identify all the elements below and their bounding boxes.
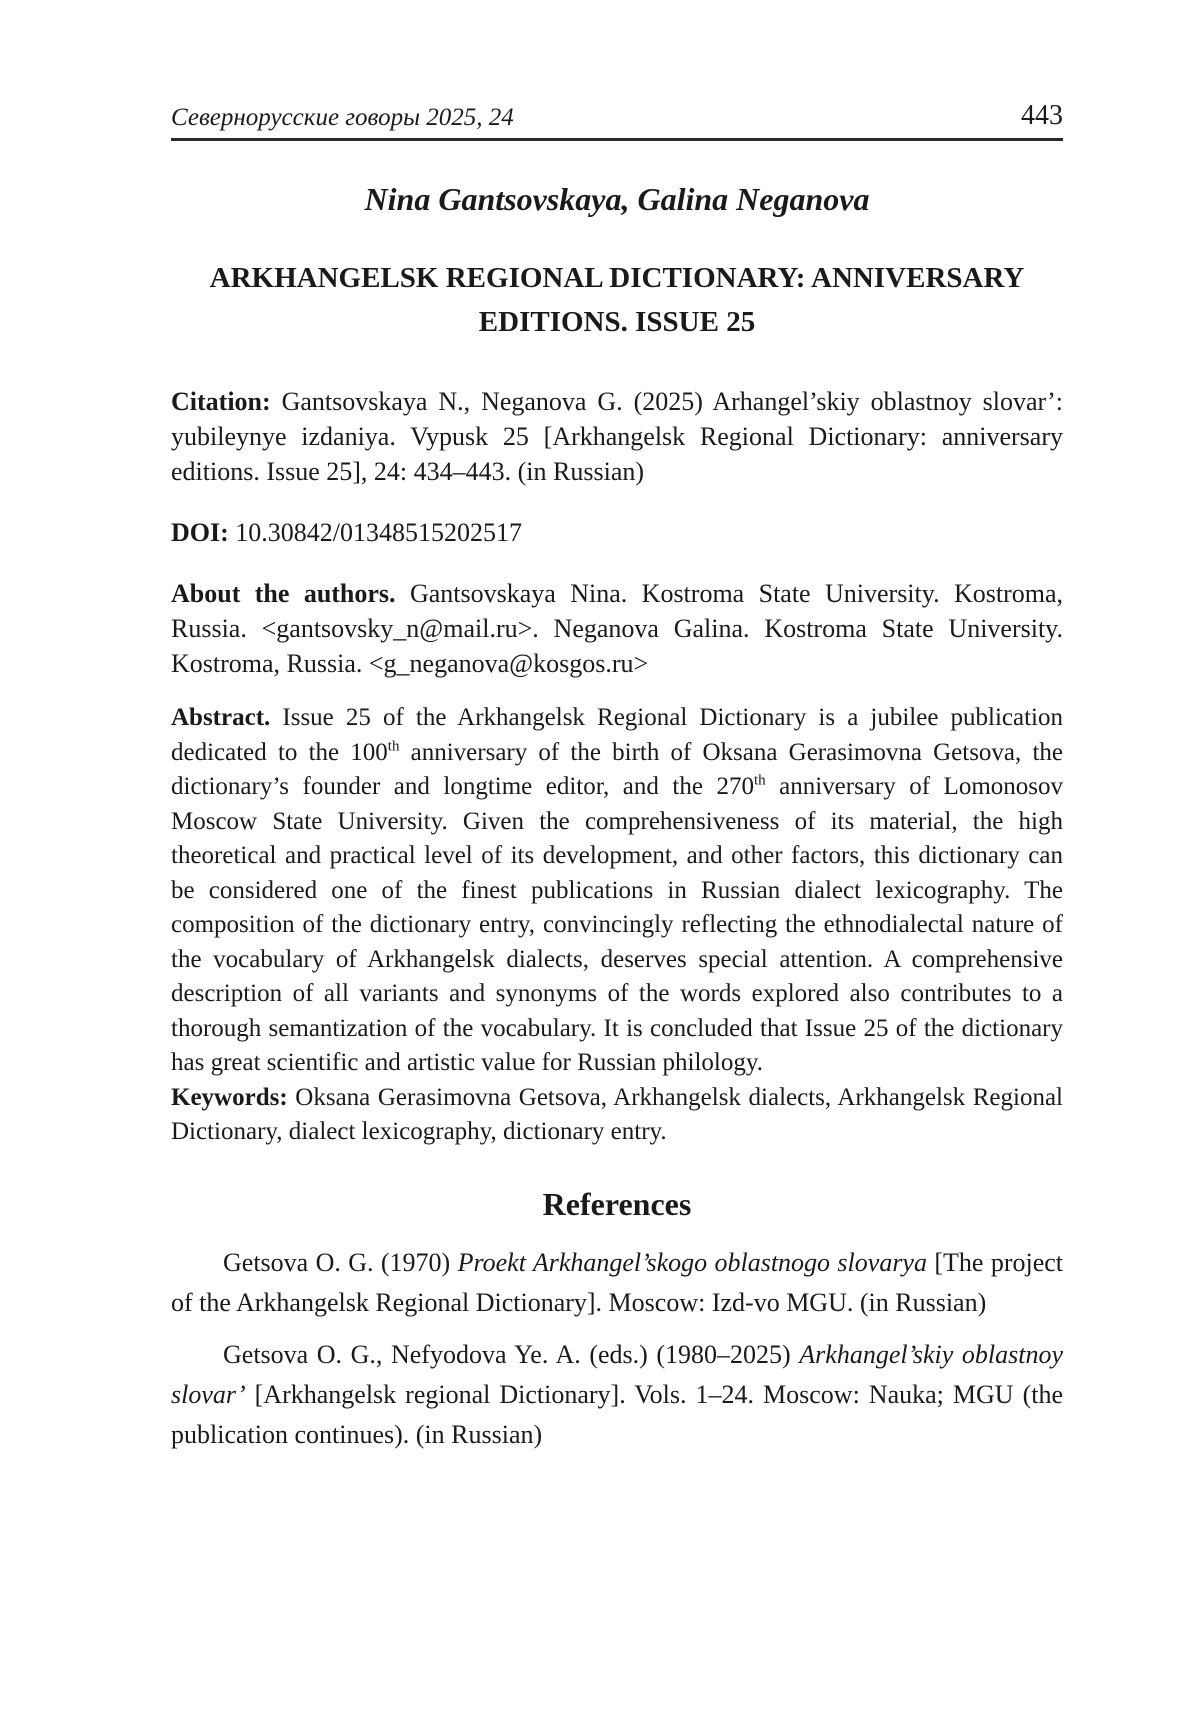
title-line-2: EDITIONS. ISSUE 25	[478, 306, 756, 338]
reference-details: [Arkhangelsk regional Dictionary]. Vols. 1–24. Moscow: Nauka; MGU (the publication continues). (in Russian)	[171, 1379, 1064, 1449]
reference-item	[171, 1335, 1063, 1455]
authors: Nina Gantsovskaya, Galina Neganova	[364, 181, 870, 217]
references-heading: References	[542, 1185, 692, 1222]
about-text: Gantsovskaya Nina. Kostroma State University. Kostroma, Russia. <gantsovsky_n@mail.ru>. Neganova Galina. Kostroma State University. Kostroma, Russia. <g_neganova@kosgos.ru>	[171, 579, 1064, 678]
reference-details: [The project of the Arkhangelsk Regional Dictionary]. Moscow: Izd-vo MGU. (in Russian)	[171, 1247, 1064, 1317]
doi-label: DOI:	[171, 518, 229, 547]
citation-label: Citation:	[171, 387, 271, 416]
title-line-1: ARKHANGELSK REGIONAL DICTIONARY: ANNIVERSARY	[209, 262, 1025, 294]
about-label: About the authors.	[171, 579, 396, 608]
about-authors	[171, 576, 1063, 681]
reference-title: Arkhangel’skiy oblastnoy slovar’	[171, 1339, 1063, 1409]
superscript-th-2: th	[753, 772, 766, 789]
article-page	[171, 100, 1063, 1455]
running-header	[171, 100, 1063, 141]
abstract-text-1: Issue 25 of the Arkhangelsk Regional Dictionary is a jubilee publication dedicated to the 100	[171, 704, 1063, 766]
reference-authors: Getsova O. G., Nefyodova Ye. A. (eds.) (1980–2025)	[223, 1339, 791, 1369]
superscript-th-1: th	[387, 738, 400, 755]
references-list	[171, 1243, 1063, 1455]
abstract-text-2: anniversary of the birth of Oksana Gerasimovna Getsova, the dictionary’s founder and longtime editor, and the 270	[171, 738, 1063, 800]
journal-name: Севернорусские говоры 2025, 24	[171, 104, 514, 131]
citation-text: Gantsovskaya N., Neganova G. (2025) Arhangel’skiy oblastnoy slovar’: yubileynye izdaniya. Vypusk 25 [Arkhangelsk Regional Dictionary: anniversary editions. Issue 25], 24: 434–443. (in Russian)	[171, 387, 1064, 486]
keywords-text: Oksana Gerasimovna Getsova, Arkhangelsk dialects, Arkhangelsk Regional Dictionary, dialect lexicography, dictionary entry.	[171, 1083, 1063, 1145]
abstract-text-3: anniversary of Lomonosov Moscow State University. Given the comprehensiveness of its material, the high theoretical and practical level of its development, and other factors, this dictionary can be considered one of the finest publications in Russian dialect lexicography. The composition of the dictionary entry, convincingly reflecting the ethnodialectal nature of the vocabulary of Arkhangelsk dialects, deserves special attention. A comprehensive description of all variants and synonyms of the words explored also contributes to a thorough semantization of the vocabulary. It is concluded that Issue 25 of the dictionary has great scientific and artistic value for Russian philology.	[171, 773, 1064, 1076]
page-number: 443	[1021, 100, 1063, 131]
doi-value: 10.30842/01348515202517	[235, 518, 523, 547]
reference-title: Proekt Arkhangel’skogo oblastnogo slovarya	[457, 1247, 927, 1277]
reference-item	[171, 1243, 1063, 1323]
keywords	[171, 1081, 1063, 1150]
article-title	[171, 256, 1063, 344]
abstract-label: Abstract.	[171, 704, 271, 731]
keywords-label: Keywords:	[171, 1083, 288, 1111]
doi	[171, 515, 1063, 550]
reference-authors: Getsova O. G. (1970)	[223, 1247, 451, 1277]
abstract	[171, 701, 1063, 1081]
citation	[171, 384, 1063, 489]
